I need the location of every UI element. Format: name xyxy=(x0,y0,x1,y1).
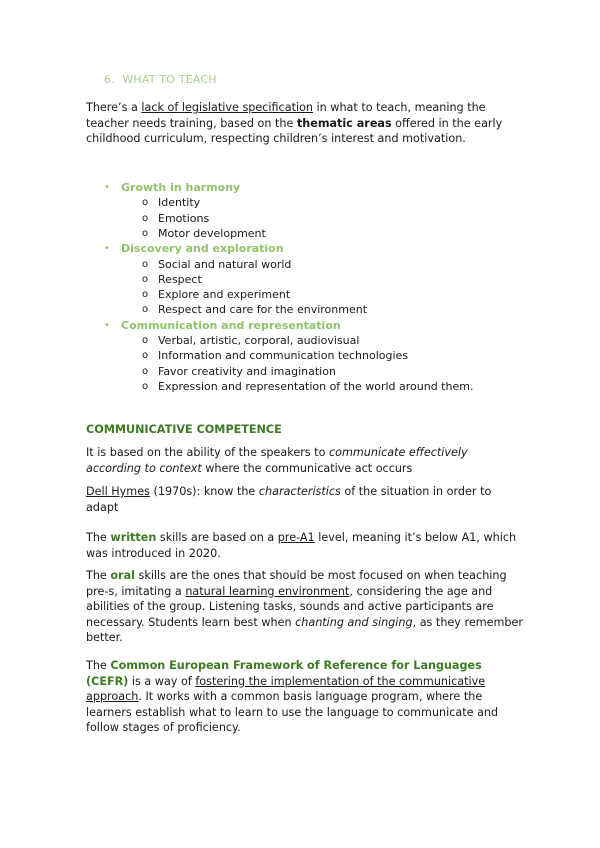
sub-bullet-icon: o xyxy=(142,227,149,239)
sub-bullet-icon: o xyxy=(142,335,149,346)
sub-item-label: Information and communication technologies xyxy=(158,349,409,363)
bullet-icon: • xyxy=(104,182,110,193)
dell-hymes-paragraph xyxy=(86,484,526,515)
text-run: skills are based on a xyxy=(156,531,278,544)
communicative-competence-heading: COMMUNICATIVE COMPETENCE xyxy=(86,423,282,436)
sub-item-label: Favor creativity and imagination xyxy=(158,364,336,378)
sub-bullet-icon: o xyxy=(142,258,149,270)
text-run: offered in the early childhood curriculum, respecting children’s interest and motivation. xyxy=(86,116,503,145)
intro-paragraph xyxy=(86,100,526,147)
bullet-icon: • xyxy=(104,319,110,331)
text-run: The xyxy=(86,659,111,672)
text-run: of the situation in order to adapt xyxy=(86,485,492,514)
text-run: It is based on the ability of the speakers to xyxy=(86,446,329,459)
cefr-paragraph xyxy=(86,658,526,736)
bold-green-text: oral xyxy=(110,569,135,582)
sub-item-label: Explore and experiment xyxy=(158,288,291,302)
sub-bullet-icon: o xyxy=(142,365,149,377)
section-number: 6. xyxy=(104,73,115,86)
text-run: , as they remember better. xyxy=(86,615,523,644)
thematic-area-label: Discovery and exploration xyxy=(121,242,284,256)
sub-bullet-icon: o xyxy=(142,304,149,316)
bullet-icon: • xyxy=(104,243,110,255)
bold-green-text: Common European Framework of Reference for Languages (CEFR) xyxy=(86,659,482,688)
text-run: in what to teach, meaning the teacher needs training, based on the xyxy=(86,101,486,130)
sub-bullet-icon: o xyxy=(142,212,149,224)
text-run: . It works with a common basis language program, where the learners establish what to learn to use the language to communicate and follow stages of proficiency. xyxy=(86,690,499,734)
section-heading xyxy=(104,73,217,86)
text-run: level, meaning it’s below A1, which was introduced in 2020. xyxy=(86,531,517,560)
text-run: (1970s): know the xyxy=(149,485,259,498)
sub-bullet-icon: o xyxy=(142,197,149,209)
underlined-text: Dell Hymes xyxy=(86,485,150,498)
text-run: , considering the age and abilities of the group. Listening tasks, sounds and active participants are necessary. Students learn best when xyxy=(86,584,494,629)
text-run: The xyxy=(86,531,111,544)
sub-item-label: Verbal, artistic, corporal, audiovisual xyxy=(158,334,360,347)
sub-bullet-icon: o xyxy=(142,350,149,362)
section-title: WHAT TO TEACH xyxy=(122,73,217,86)
sub-item-label: Respect xyxy=(158,272,202,286)
sub-bullet-icon: o xyxy=(142,380,149,392)
italic-text: communicate effectively according to context xyxy=(86,446,468,475)
competence-paragraph xyxy=(86,445,526,476)
bold-green-text: written xyxy=(110,531,157,544)
text-run: The xyxy=(86,569,111,582)
text-run: is a way of xyxy=(128,674,196,688)
sub-bullet-icon: o xyxy=(142,289,149,301)
underlined-text: lack of legislative specification xyxy=(141,101,313,114)
thematic-area-label: Growth in harmony xyxy=(121,181,241,194)
italic-text: chanting and singing xyxy=(295,615,413,629)
sub-item-label: Emotions xyxy=(158,211,210,225)
sub-item-label: Social and natural world xyxy=(158,257,292,271)
underlined-text: natural learning environment xyxy=(185,584,350,598)
text-run: There’s a xyxy=(86,101,142,114)
sub-bullet-icon: o xyxy=(142,273,149,285)
thematic-area-label: Communication and representation xyxy=(121,318,341,332)
underlined-text: pre-A1 xyxy=(277,531,315,544)
sub-item-label: Respect and care for the environment xyxy=(158,303,368,317)
sub-item-label: Expression and representation of the world around them. xyxy=(158,379,474,393)
text-run: where the communicative act occurs xyxy=(201,461,413,475)
bold-text: thematic areas xyxy=(296,116,392,130)
oral-skills-paragraph xyxy=(86,568,526,646)
sub-item-label: Motor development xyxy=(158,226,266,240)
written-skills-paragraph xyxy=(86,530,526,561)
underlined-text: fostering the implementation of the communicative approach xyxy=(86,674,486,703)
sub-item-label: Identity xyxy=(158,196,201,210)
text-run: skills are the ones that should be most focused on when teaching pre-s, imitating a xyxy=(86,569,507,598)
italic-text: characteristics xyxy=(258,485,341,498)
